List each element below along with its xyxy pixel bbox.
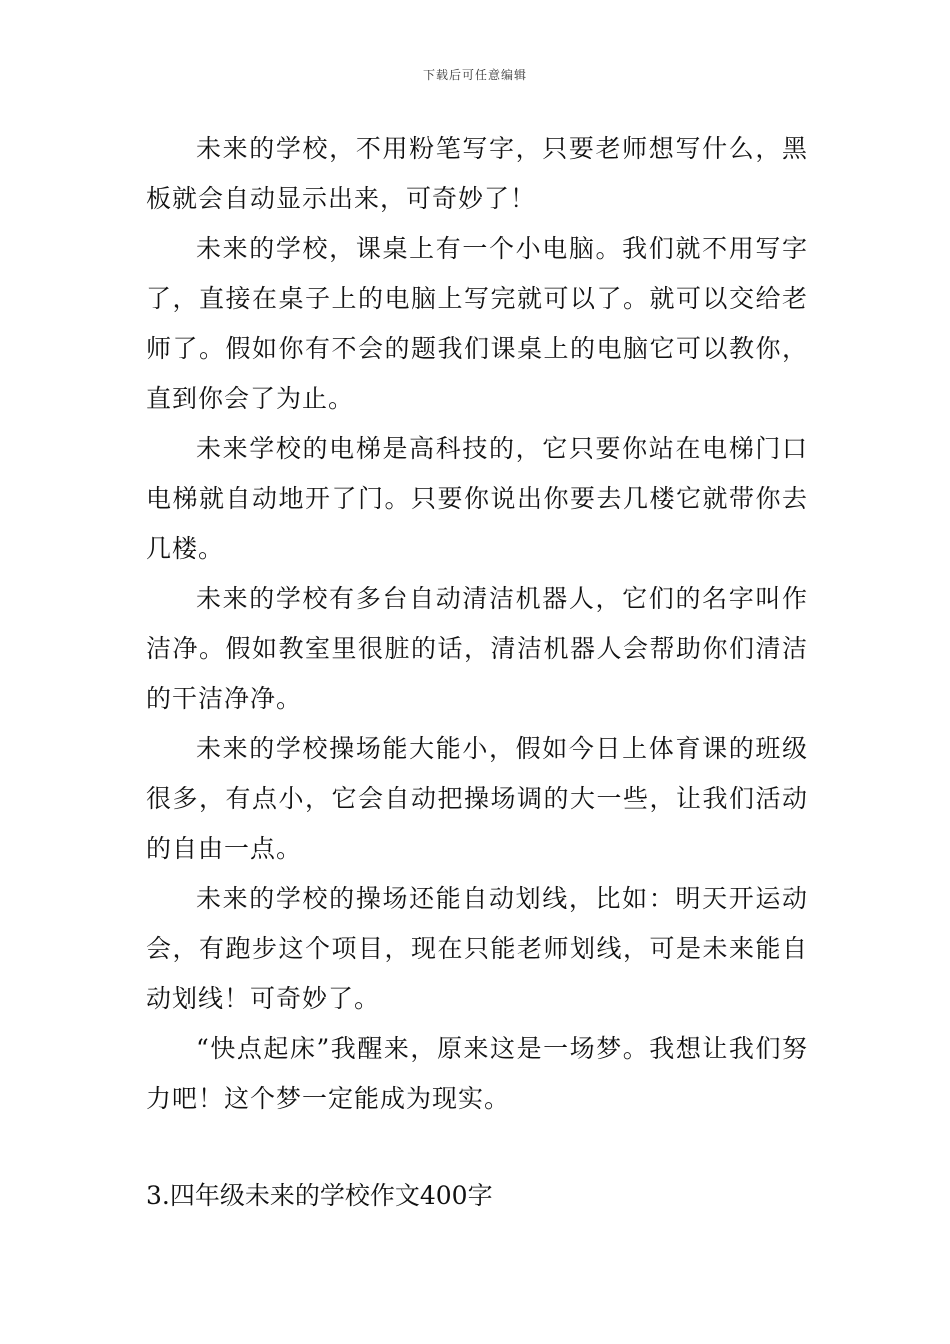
section-heading: 3.四年级未来的学校作文400字 <box>146 1181 493 1210</box>
essay-body <box>146 124 808 1124</box>
paragraph-4: 未来的学校有多台自动清洁机器人，它们的名字叫作洁净。假如教室里很脏的话，清洁机器人会帮助你们清洁的干洁净净。 <box>146 584 808 713</box>
paragraph-3: 未来学校的电梯是高科技的，它只要你站在电梯门口电梯就自动地开了门。只要你说出你要去几楼它就带你去几楼。 <box>146 434 808 563</box>
paragraph-5: 未来的学校操场能大能小，假如今日上体育课的班级很多，有点小，它会自动把操场调的大一些，让我们活动的自由一点。 <box>146 734 808 863</box>
paragraph-7: “快点起床”我醒来，原来这是一场梦。我想让我们努力吧！这个梦一定能成为现实。 <box>146 1034 808 1113</box>
paragraph-2: 未来的学校，课桌上有一个小电脑。我们就不用写字了，直接在桌子上的电脑上写完就可以了。就可以交给老师了。假如你有不会的题我们课桌上的电脑它可以教你，直到你会了为止。 <box>146 234 808 413</box>
paragraph-6: 未来的学校的操场还能自动划线，比如：明天开运动会，有跑步这个项目，现在只能老师划线，可是未来能自动划线！可奇妙了。 <box>146 884 808 1013</box>
paragraph-1: 未来的学校，不用粉笔写字，只要老师想写什么，黑板就会自动显示出来，可奇妙了！ <box>146 134 808 213</box>
page-header-note: 下载后可任意编辑 <box>422 68 527 82</box>
